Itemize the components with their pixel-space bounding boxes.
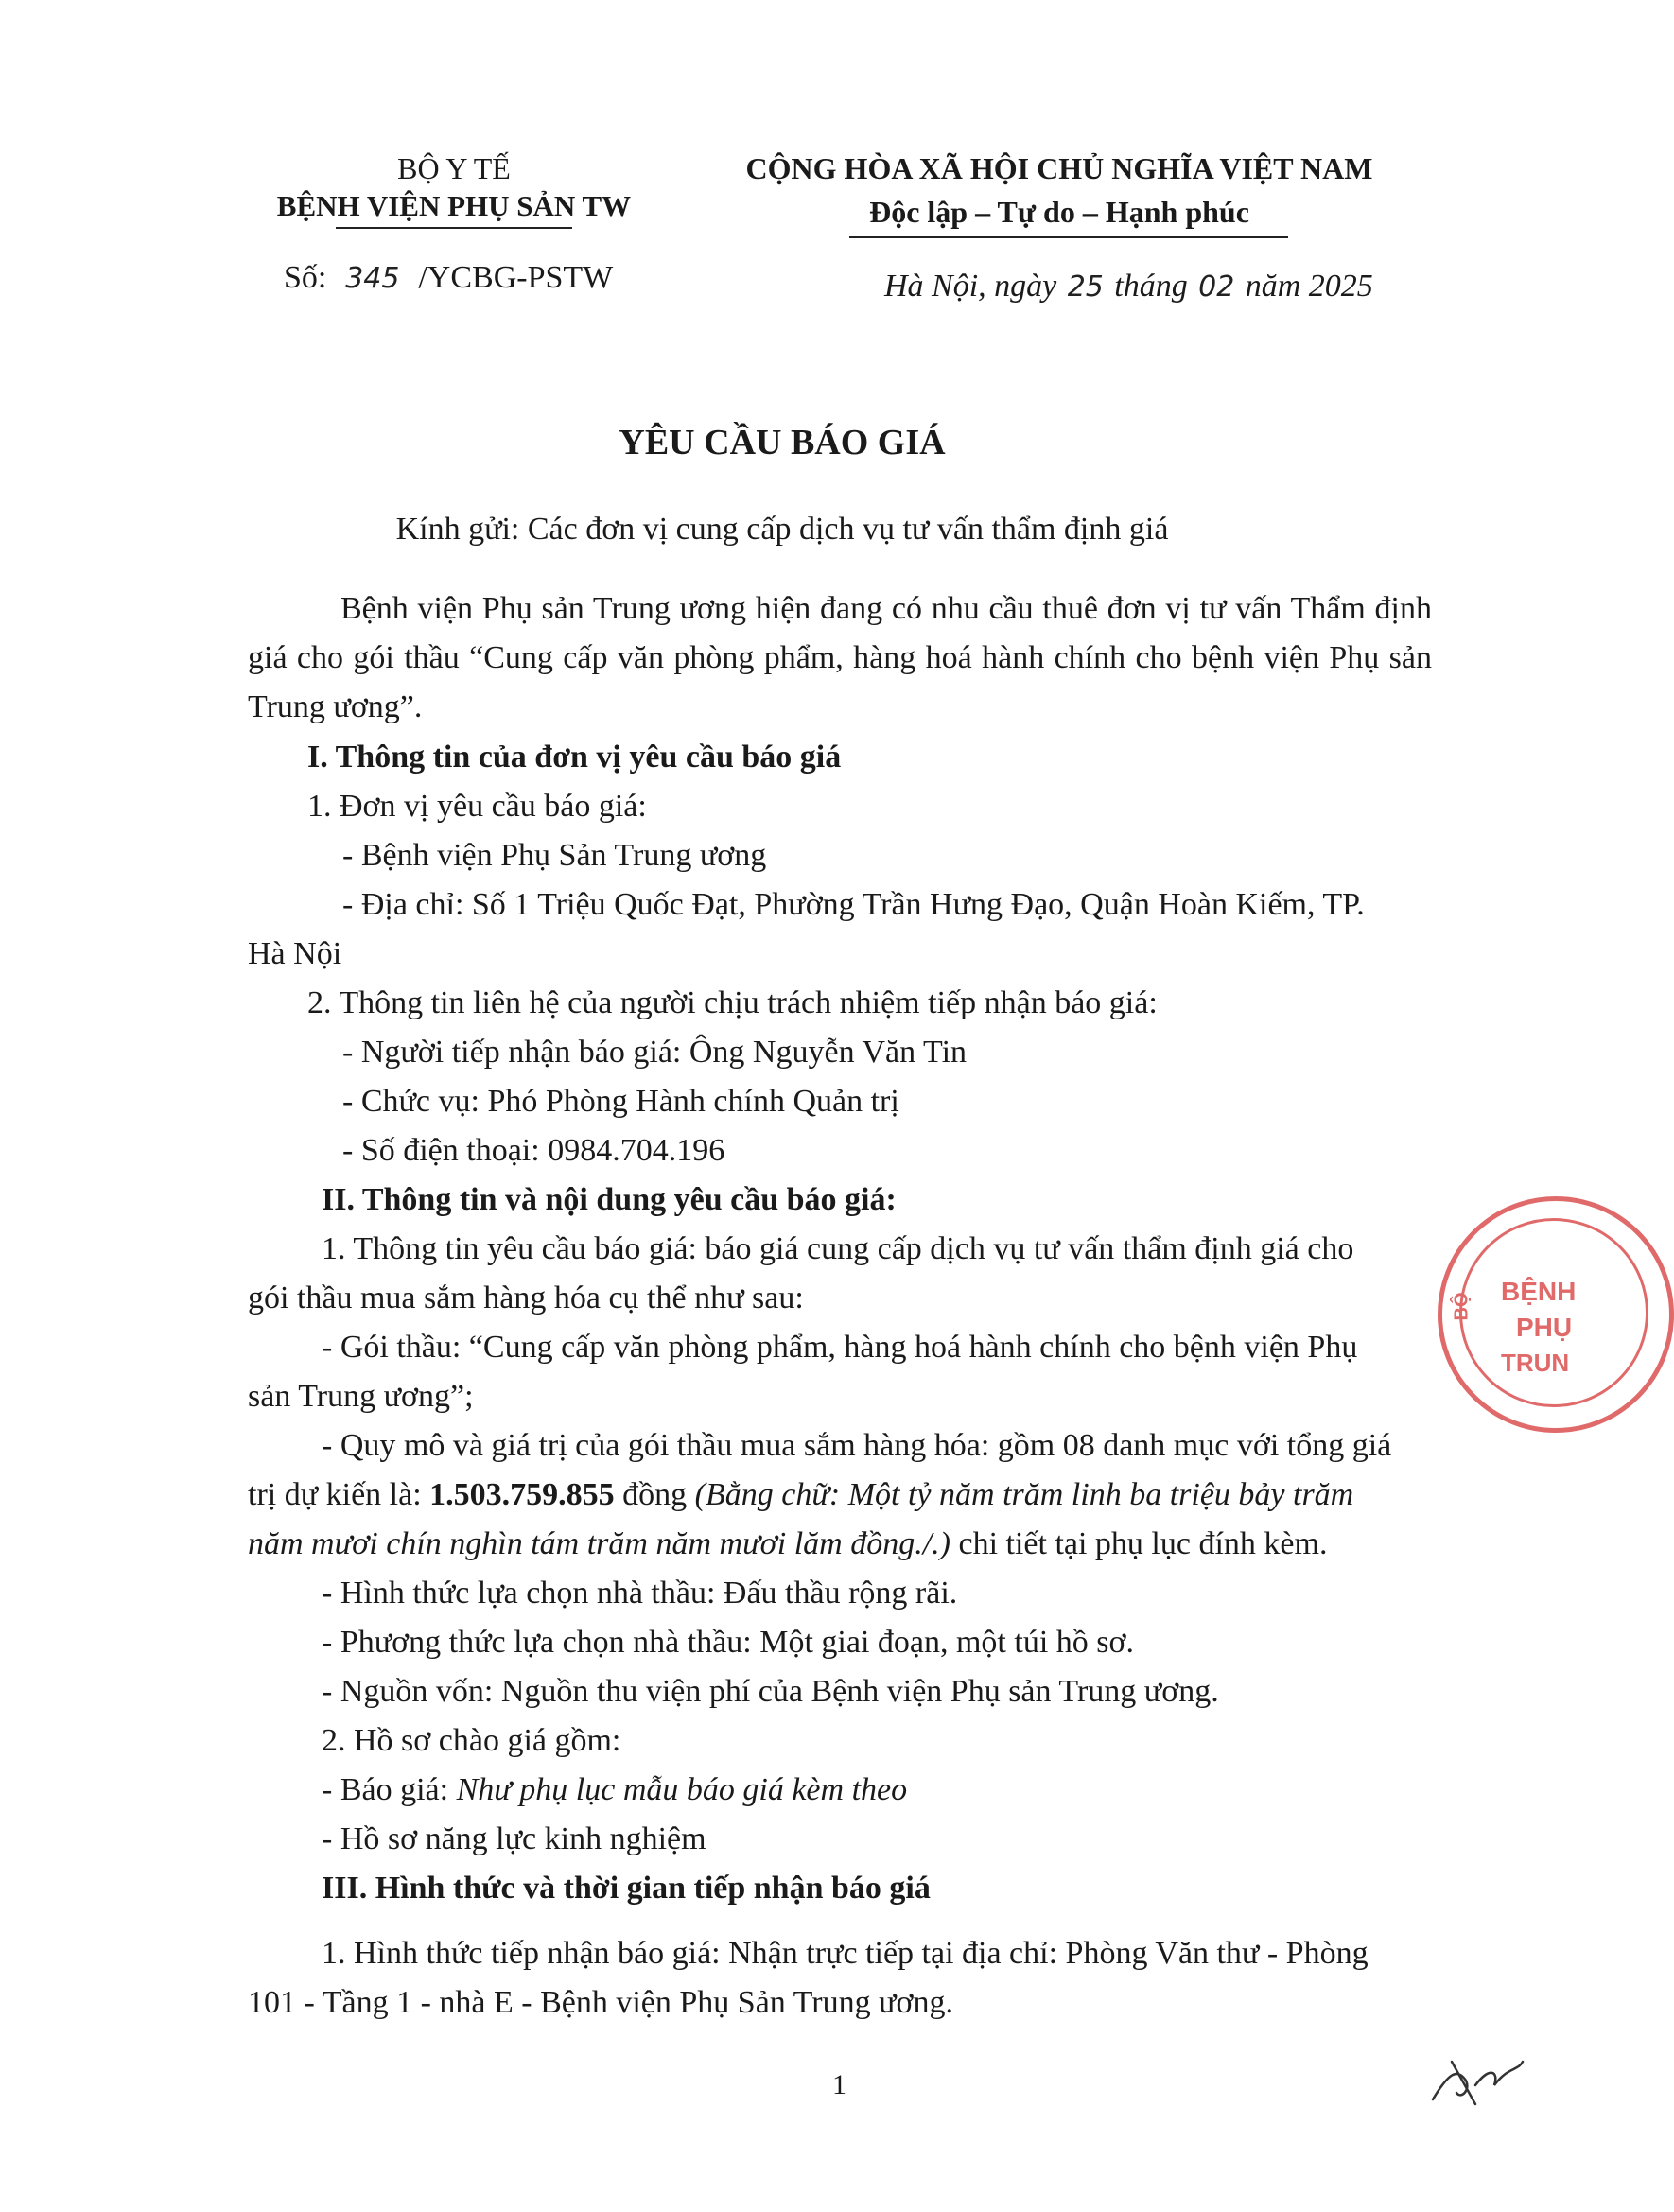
stamp-side: BỘ <box>1451 1292 1473 1321</box>
section2-fund: - Nguồn vốn: Nguồn thu viện phí của Bệnh viện Phụ sản Trung ương. <box>322 1674 1219 1709</box>
motto-underline <box>849 236 1288 238</box>
section2-method: - Phương thức lựa chọn nhà thầu: Một giai đoạn, một túi hồ sơ. <box>322 1625 1134 1660</box>
number-handwritten: 345 <box>345 262 400 295</box>
section2-scale-line3 <box>248 1520 1327 1569</box>
quote-italic: Như phụ lục mẫu báo giá kèm theo <box>456 1772 908 1807</box>
section2-package-line2: sản Trung ương”; <box>248 1379 474 1414</box>
page-number: 1 <box>832 2069 846 2100</box>
intro-paragraph: Bệnh viện Phụ sản Trung ương hiện đang có nhu cầu thuê đơn vị tư vấn Thẩm định giá cho gói thầu “Cung cấp văn phòng phẩm, hàng hoá hành chính cho bệnh viện Phụ sản Trung ương”. <box>248 591 1432 724</box>
stamp-line3: TRUN <box>1501 1349 1570 1377</box>
section2-profile: - Hồ sơ năng lực kinh nghiệm <box>322 1821 706 1856</box>
stamp-line1: BỆNH <box>1501 1277 1577 1306</box>
section1-heading: I. Thông tin của đơn vị yêu cầu báo giá <box>307 740 842 775</box>
scale-words-1: (Bằng chữ: Một tỷ năm trăm linh ba triệu bảy trăm <box>694 1477 1354 1512</box>
section3-heading: III. Hình thức và thời gian tiếp nhận báo giá <box>322 1871 931 1906</box>
number-prefix: Số: <box>284 260 327 295</box>
date-part1: Hà Nội, ngày <box>884 269 1057 304</box>
section2-quote <box>322 1766 907 1815</box>
national-motto: Độc lập – Tự do – Hạnh phúc <box>869 195 1249 229</box>
section2-item1-line1: 1. Thông tin yêu cầu báo giá: báo giá cung cấp dịch vụ tư vấn thẩm định giá cho <box>322 1231 1354 1266</box>
section1-unit: - Bệnh viện Phụ Sản Trung ương <box>342 838 767 873</box>
hospital-name: BỆNH VIỆN PHỤ SẢN TW <box>276 189 632 222</box>
ministry-name: BỘ Y TẾ <box>397 151 511 185</box>
scale-prefix: trị dự kiến là: <box>248 1477 430 1512</box>
section1-position: - Chức vụ: Phó Phòng Hành chính Quản trị <box>342 1084 899 1119</box>
quote-prefix: - Báo giá: <box>322 1772 457 1807</box>
section1-item2: 2. Thông tin liên hệ của người chịu trách nhiệm tiếp nhận báo giá: <box>307 985 1158 1020</box>
date-month: 02 <box>1198 270 1235 304</box>
hospital-underline <box>336 227 572 229</box>
scale-words-2: năm mươi chín nghìn tám trăm năm mươi lăm đồng./.) <box>248 1526 950 1561</box>
date-day: 25 <box>1067 270 1104 304</box>
section2-scale-line2 <box>248 1471 1353 1520</box>
scale-line3-end: chi tiết tại phụ lục đính kèm. <box>950 1526 1328 1561</box>
document-date <box>884 269 1373 305</box>
document-title: YÊU CẦU BÁO GIÁ <box>619 423 946 462</box>
stamp-line2: PHỤ <box>1516 1313 1573 1342</box>
section1-receiver: - Người tiếp nhận báo giá: Ông Nguyễn Văn Tin <box>342 1035 968 1070</box>
scale-amount: 1.503.759.855 <box>429 1477 615 1512</box>
section2-package-line1: - Gói thầu: “Cung cấp văn phòng phẩm, hàng hoá hành chính cho bệnh viện Phụ <box>322 1330 1358 1365</box>
section1-address-cont: Hà Nội <box>248 936 342 971</box>
official-stamp <box>1438 1196 1674 1433</box>
date-part3: năm 2025 <box>1245 269 1373 304</box>
section3-item1-line1: 1. Hình thức tiếp nhận báo giá: Nhận trực tiếp tại địa chỉ: Phòng Văn thư - Phòng <box>322 1936 1369 1971</box>
country-name: CỘNG HÒA XÃ HỘI CHỦ NGHĨA VIỆT NAM <box>745 151 1373 185</box>
section2-scale-line1: - Quy mô và giá trị của gói thầu mua sắm hàng hóa: gồm 08 danh mục với tổng giá <box>322 1428 1392 1463</box>
recipient-line: Kính gửi: Các đơn vị cung cấp dịch vụ tư vấn thẩm định giá <box>395 512 1169 547</box>
document-number <box>284 260 613 296</box>
section1-item1: 1. Đơn vị yêu cầu báo giá: <box>307 789 647 824</box>
section2-heading: II. Thông tin và nội dung yêu cầu báo giá: <box>322 1182 897 1217</box>
section1-phone: - Số điện thoại: 0984.704.196 <box>342 1133 725 1168</box>
scale-currency: đồng <box>614 1477 695 1512</box>
section2-item1-line2: gói thầu mua sắm hàng hóa cụ thể như sau: <box>248 1280 804 1315</box>
section2-item2: 2. Hồ sơ chào giá gồm: <box>322 1723 621 1758</box>
section1-address: - Địa chỉ: Số 1 Triệu Quốc Đạt, Phường Trần Hưng Đạo, Quận Hoàn Kiếm, TP. <box>342 887 1365 922</box>
date-part2: tháng <box>1114 269 1188 304</box>
number-suffix: /YCBG-PSTW <box>418 260 614 295</box>
initials-signature <box>1423 2047 1527 2114</box>
section2-form: - Hình thức lựa chọn nhà thầu: Đấu thầu rộng rãi. <box>322 1576 958 1611</box>
section3-item1-line2: 101 - Tầng 1 - nhà E - Bệnh viện Phụ Sản Trung ương. <box>248 1985 953 2020</box>
